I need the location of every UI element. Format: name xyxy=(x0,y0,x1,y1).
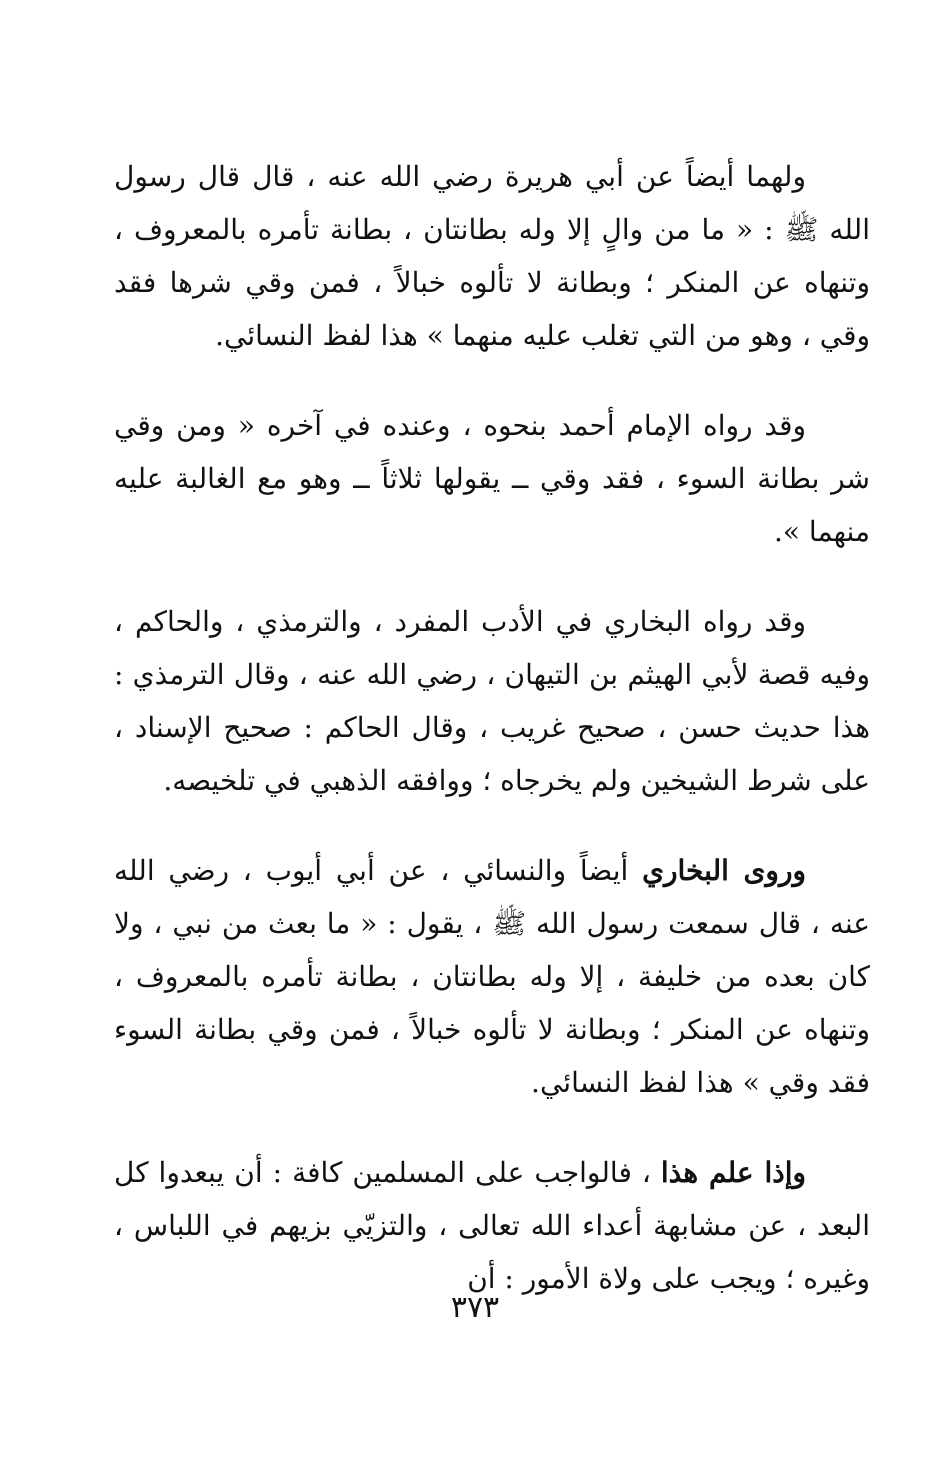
paragraph-2-text: وقد رواه الإمام أحمد بنحوه ، وعنده في آخره « ومن وقي شر بطانة السوء ، فقد وقي ــ يقولها ثلاثاً ــ وهو مع الغالبة عليه منهما ». xyxy=(114,409,870,548)
paragraph-5-lead: وإذا علم هذا xyxy=(660,1156,806,1189)
paragraph-1 xyxy=(114,150,870,362)
paragraph-5 xyxy=(114,1146,870,1305)
paragraph-1-text: ولهما أيضاً عن أبي هريرة رضي الله عنه ، قال قال رسول الله ﷺ : « ما من والٍ إلا وله بطانتان ، بطانة تأمره بالمعروف ، وتنهاه عن المنكر ؛ وبطانة لا تألوه خبالاً ، فمن وقي شرها فقد وقي ، وهو من التي تغلب عليه منهما » هذا لفظ النسائي. xyxy=(114,160,870,352)
paragraph-4-text: أيضاً والنسائي ، عن أبي أيوب ، رضي الله عنه ، قال سمعت رسول الله ﷺ ، يقول : « ما بعث من نبي ، ولا كان بعده من خليفة ، إلا وله بطانتان ، بطانة تأمره بالمعروف ، وتنهاه عن المنكر ؛ وبطانة لا تألوه خبالاً ، فمن وقي بطانة السوء فقد وقي » هذا لفظ النسائي. xyxy=(114,854,870,1099)
paragraph-5-text: ، فالواجب على المسلمين كافة : أن يبعدوا كل البعد ، عن مشابهة أعداء الله تعالى ، والتزيّي بزيهم في اللباس ، وغيره ؛ ويجب على ولاة الأمور : أن xyxy=(114,1156,870,1295)
paragraph-2 xyxy=(114,399,870,558)
paragraph-3 xyxy=(114,595,870,807)
paragraph-4 xyxy=(114,844,870,1109)
page-body xyxy=(114,150,870,1342)
paragraph-3-text: وقد رواه البخاري في الأدب المفرد ، والترمذي ، والحاكم ، وفيه قصة لأبي الهيثم بن التيهان ، رضي الله عنه ، وقال الترمذي : هذا حديث حسن ، صحيح غريب ، وقال الحاكم : صحيح الإسناد ، على شرط الشيخين ولم يخرجاه ؛ ووافقه الذهبي في تلخيصه. xyxy=(114,605,870,797)
page-number: ٣٧٣ xyxy=(450,1290,500,1325)
paragraph-4-lead: وروى البخاري xyxy=(642,854,807,887)
